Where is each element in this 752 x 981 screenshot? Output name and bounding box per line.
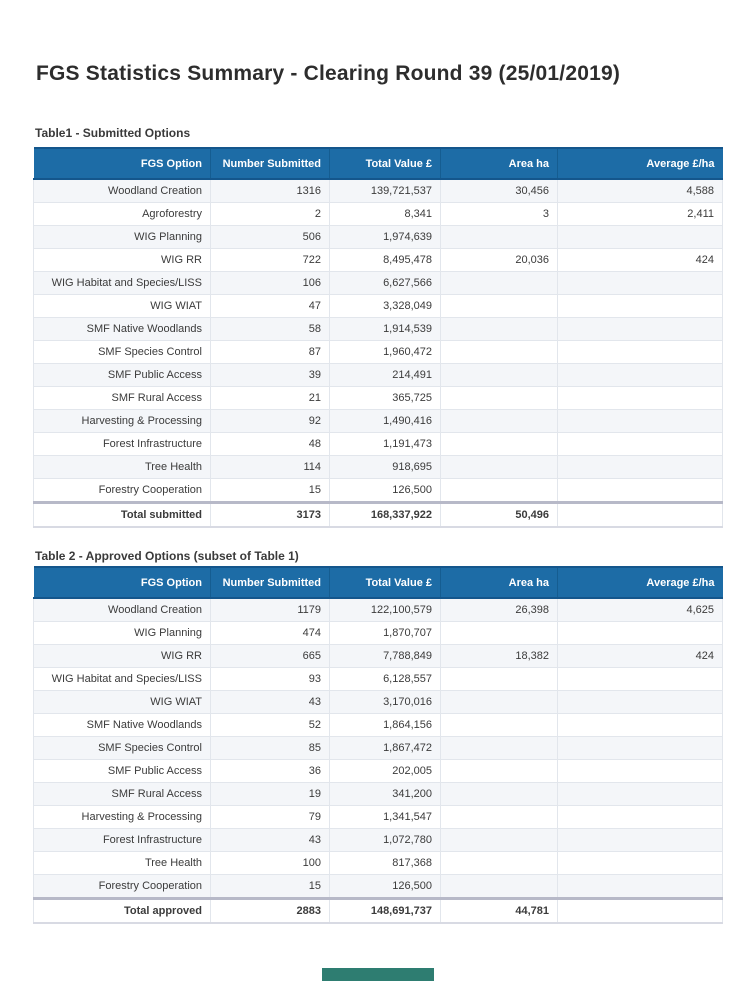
total-row (34, 899, 723, 924)
table2-caption: Table 2 - Approved Options (subset of Table 1) (35, 549, 299, 563)
cell: SMF Native Woodlands (34, 714, 211, 737)
cell (441, 226, 558, 249)
cell: 665 (211, 645, 330, 668)
table-row (34, 691, 723, 714)
table1-caption: Table1 - Submitted Options (35, 126, 191, 140)
cell (441, 760, 558, 783)
cell (558, 318, 723, 341)
table-row (34, 714, 723, 737)
cell (558, 852, 723, 875)
cell: 1316 (211, 179, 330, 203)
cell (558, 714, 723, 737)
cell (558, 410, 723, 433)
column-header: Average £/ha (558, 148, 723, 179)
cell: 1,870,707 (330, 622, 441, 645)
cell (558, 479, 723, 503)
cell: WIG RR (34, 645, 211, 668)
cell: 365,725 (330, 387, 441, 410)
cell: 1,490,416 (330, 410, 441, 433)
cell: 8,341 (330, 203, 441, 226)
table-row (34, 645, 723, 668)
cell (441, 479, 558, 503)
table-row (34, 622, 723, 645)
cell (558, 622, 723, 645)
table-row (34, 295, 723, 318)
cell: SMF Species Control (34, 341, 211, 364)
cell: 3 (441, 203, 558, 226)
cell (441, 410, 558, 433)
cell: 15 (211, 479, 330, 503)
cell (558, 364, 723, 387)
cell: Tree Health (34, 456, 211, 479)
cell: SMF Rural Access (34, 387, 211, 410)
cell: 6,128,557 (330, 668, 441, 691)
cell (441, 737, 558, 760)
cell (558, 691, 723, 714)
cell: WIG RR (34, 249, 211, 272)
cell (558, 341, 723, 364)
cell: WIG Habitat and Species/LISS (34, 668, 211, 691)
table-row (34, 875, 723, 899)
cell (558, 272, 723, 295)
cell: 722 (211, 249, 330, 272)
cell (441, 714, 558, 737)
cell (558, 783, 723, 806)
total-cell: 148,691,737 (330, 899, 441, 924)
cell: 2,411 (558, 203, 723, 226)
cell: Harvesting & Processing (34, 410, 211, 433)
cell (558, 829, 723, 852)
cell: 126,500 (330, 875, 441, 899)
cell: 1,864,156 (330, 714, 441, 737)
total-cell: 3173 (211, 503, 330, 528)
total-cell (558, 503, 723, 528)
cell (441, 691, 558, 714)
cell (558, 668, 723, 691)
cell: 15 (211, 875, 330, 899)
cell: 106 (211, 272, 330, 295)
cell (558, 875, 723, 899)
cell: Tree Health (34, 852, 211, 875)
cell (558, 737, 723, 760)
cell: SMF Native Woodlands (34, 318, 211, 341)
cell: 1,914,539 (330, 318, 441, 341)
cell (441, 456, 558, 479)
table-row (34, 249, 723, 272)
cell: 43 (211, 691, 330, 714)
total-row (34, 503, 723, 528)
cell: 3,328,049 (330, 295, 441, 318)
cell: 36 (211, 760, 330, 783)
column-header: FGS Option (34, 148, 211, 179)
table-row (34, 179, 723, 203)
cell: 918,695 (330, 456, 441, 479)
table-row (34, 410, 723, 433)
column-header: FGS Option (34, 567, 211, 598)
cell: SMF Species Control (34, 737, 211, 760)
cell: SMF Public Access (34, 760, 211, 783)
cell: 1,867,472 (330, 737, 441, 760)
cell: 506 (211, 226, 330, 249)
cell (441, 318, 558, 341)
table-row (34, 852, 723, 875)
cell: 100 (211, 852, 330, 875)
footer-accent-bar (322, 968, 434, 981)
column-header: Area ha (441, 148, 558, 179)
table-row (34, 203, 723, 226)
cell: 85 (211, 737, 330, 760)
table-row (34, 364, 723, 387)
cell (441, 806, 558, 829)
cell: 1179 (211, 598, 330, 622)
cell: 1,960,472 (330, 341, 441, 364)
approved-options-table (33, 566, 723, 924)
cell (558, 387, 723, 410)
table-row (34, 456, 723, 479)
table-row (34, 318, 723, 341)
header-row (34, 148, 723, 179)
cell: 6,627,566 (330, 272, 441, 295)
cell: 424 (558, 645, 723, 668)
table-row (34, 387, 723, 410)
cell: Woodland Creation (34, 179, 211, 203)
cell (441, 433, 558, 456)
total-cell: 44,781 (441, 899, 558, 924)
cell: 214,491 (330, 364, 441, 387)
cell: 114 (211, 456, 330, 479)
cell: 1,191,473 (330, 433, 441, 456)
cell: 1,974,639 (330, 226, 441, 249)
cell (441, 341, 558, 364)
column-header: Area ha (441, 567, 558, 598)
cell: WIG WIAT (34, 295, 211, 318)
cell: 26,398 (441, 598, 558, 622)
table-row (34, 760, 723, 783)
table-row (34, 272, 723, 295)
cell: Harvesting & Processing (34, 806, 211, 829)
cell: WIG Planning (34, 226, 211, 249)
total-cell: 2883 (211, 899, 330, 924)
cell: 87 (211, 341, 330, 364)
cell: 341,200 (330, 783, 441, 806)
cell: 92 (211, 410, 330, 433)
column-header: Average £/ha (558, 567, 723, 598)
cell (441, 668, 558, 691)
column-header: Total Value £ (330, 567, 441, 598)
total-cell: 168,337,922 (330, 503, 441, 528)
cell: SMF Rural Access (34, 783, 211, 806)
cell (558, 433, 723, 456)
cell: 8,495,478 (330, 249, 441, 272)
cell (558, 295, 723, 318)
cell: Forest Infrastructure (34, 829, 211, 852)
table-row (34, 737, 723, 760)
cell (441, 295, 558, 318)
table-row (34, 598, 723, 622)
cell: 424 (558, 249, 723, 272)
cell: 2 (211, 203, 330, 226)
cell: Forest Infrastructure (34, 433, 211, 456)
cell: Forestry Cooperation (34, 875, 211, 899)
cell: 79 (211, 806, 330, 829)
cell: 43 (211, 829, 330, 852)
cell (441, 783, 558, 806)
table-row (34, 479, 723, 503)
cell: 1,072,780 (330, 829, 441, 852)
total-cell (558, 899, 723, 924)
cell: 48 (211, 433, 330, 456)
table-row (34, 668, 723, 691)
cell: 122,100,579 (330, 598, 441, 622)
cell: Forestry Cooperation (34, 479, 211, 503)
table-row (34, 341, 723, 364)
total-cell: 50,496 (441, 503, 558, 528)
page-title: FGS Statistics Summary - Clearing Round 39 (25/01/2019) (36, 62, 621, 85)
cell (441, 852, 558, 875)
total-cell: Total submitted (34, 503, 211, 528)
table-row (34, 806, 723, 829)
cell: 52 (211, 714, 330, 737)
cell: 58 (211, 318, 330, 341)
cell: 20,036 (441, 249, 558, 272)
cell: Woodland Creation (34, 598, 211, 622)
cell: 18,382 (441, 645, 558, 668)
cell: 3,170,016 (330, 691, 441, 714)
cell: WIG WIAT (34, 691, 211, 714)
cell: Agroforestry (34, 203, 211, 226)
cell: SMF Public Access (34, 364, 211, 387)
cell: 4,588 (558, 179, 723, 203)
cell: 139,721,537 (330, 179, 441, 203)
header-row (34, 567, 723, 598)
cell: WIG Planning (34, 622, 211, 645)
cell: 4,625 (558, 598, 723, 622)
cell: 126,500 (330, 479, 441, 503)
cell (441, 829, 558, 852)
cell (441, 875, 558, 899)
cell (441, 364, 558, 387)
table-row (34, 226, 723, 249)
cell (558, 226, 723, 249)
cell (558, 806, 723, 829)
column-header: Total Value £ (330, 148, 441, 179)
cell: 7,788,849 (330, 645, 441, 668)
cell: WIG Habitat and Species/LISS (34, 272, 211, 295)
table-row (34, 829, 723, 852)
cell (558, 760, 723, 783)
total-cell: Total approved (34, 899, 211, 924)
cell: 202,005 (330, 760, 441, 783)
cell: 817,368 (330, 852, 441, 875)
cell (441, 272, 558, 295)
cell: 19 (211, 783, 330, 806)
cell: 474 (211, 622, 330, 645)
cell: 30,456 (441, 179, 558, 203)
table-row (34, 433, 723, 456)
cell: 47 (211, 295, 330, 318)
column-header: Number Submitted (211, 148, 330, 179)
table-row (34, 783, 723, 806)
submitted-options-table (33, 147, 723, 528)
cell (441, 387, 558, 410)
cell (558, 456, 723, 479)
cell (441, 622, 558, 645)
cell: 1,341,547 (330, 806, 441, 829)
cell: 39 (211, 364, 330, 387)
column-header: Number Submitted (211, 567, 330, 598)
cell: 93 (211, 668, 330, 691)
cell: 21 (211, 387, 330, 410)
